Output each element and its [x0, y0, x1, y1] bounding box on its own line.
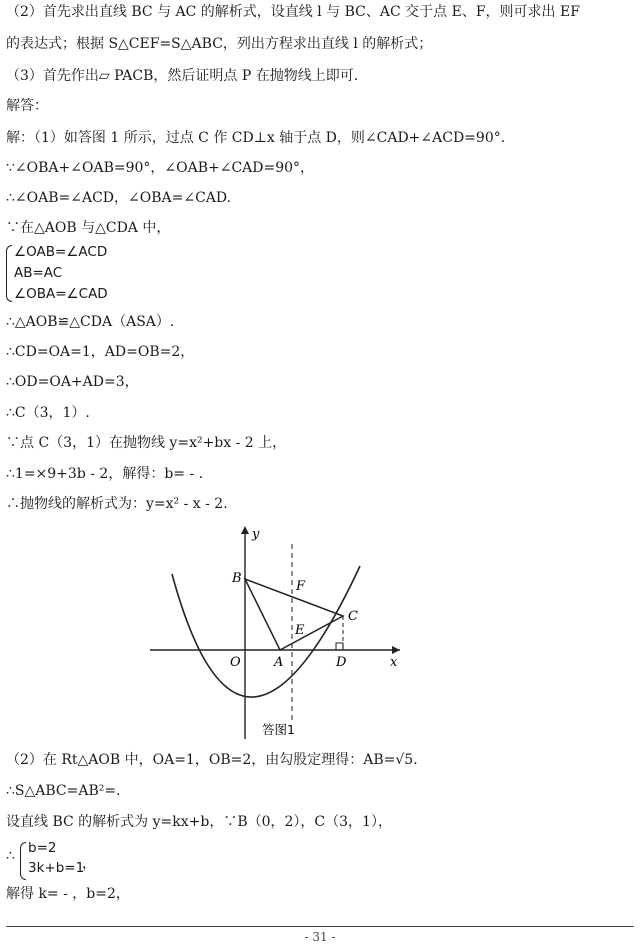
text-line: 解答：: [6, 98, 48, 114]
text-line: ∴OD=OA+AD=3，: [6, 374, 139, 390]
text-line: ∴S△ABC=AB²=.: [6, 783, 121, 799]
label-e: E: [295, 623, 305, 638]
left-brace: [6, 245, 12, 302]
y-axis-arrow-icon: [241, 526, 249, 534]
text-line: 设直线 BC 的解析式为 y=kx+b，∵B（0，2），C（3，1），: [6, 814, 392, 830]
equation-line: ∠OBA=∠CAD: [14, 286, 108, 302]
geometry-figure: [150, 524, 410, 744]
text-line: （2）首先求出直线 BC 与 AC 的解析式，设直线 l 与 BC、AC 交于点 E、F，则可求出 EF: [6, 4, 580, 20]
label-f: F: [296, 579, 306, 594]
parabola-curve: [172, 566, 360, 697]
equation-suffix: ，: [82, 856, 96, 872]
right-angle-mark: [336, 643, 343, 650]
therefore-symbol: ∴: [6, 848, 15, 864]
text-line: ∴1=×9+3b - 2，解得：b= - .: [6, 466, 204, 482]
text-line: （2）在 Rt△AOB 中，OA=1，OB=2，由勾股定理得：AB=√5.: [6, 752, 418, 768]
text-line: ∴△AOB≌△CDA（ASA）.: [6, 314, 175, 330]
label-x-axis: x: [390, 655, 398, 670]
text-line: 解：（1）如答图 1 所示，过点 C 作 CD⊥x 轴于点 D，则∠CAD+∠ACD=90°.: [6, 130, 506, 146]
left-brace: [20, 842, 26, 880]
text-line: ∵∠OBA+∠OAB=90°，∠OAB+∠CAD=90°，: [6, 160, 315, 176]
text-line: ∴CD=OA=1，AD=OB=2，: [6, 344, 195, 360]
label-a: A: [274, 655, 284, 670]
x-axis-arrow-icon: [392, 646, 400, 654]
text-line: 的表达式；根据 S△CEF=S△ABC，列出方程求出直线 l 的解析式；: [6, 36, 433, 52]
footer-divider: [6, 926, 634, 927]
equation-line: 3k+b=1: [28, 860, 85, 876]
text-line: ∵在△AOB 与△CDA 中，: [6, 220, 171, 236]
triangle-abc: [245, 579, 343, 650]
text-line: ∴抛物线的解析式为：y=x² - x - 2.: [6, 496, 228, 512]
label-b: B: [232, 571, 242, 586]
figure-caption: 答图1: [262, 722, 295, 737]
equation-line: ∠OAB=∠ACD: [14, 244, 108, 260]
label-o: O: [230, 655, 241, 670]
text-line: ∵点 C（3，1）在抛物线 y=x²+bx - 2 上，: [6, 435, 287, 451]
equation-line: b=2: [28, 840, 57, 856]
label-c: C: [348, 609, 358, 624]
page-number: - 31 -: [304, 930, 336, 944]
equation-line: AB=AC: [14, 265, 63, 281]
text-line: （3）首先作出▱ PACB，然后证明点 P 在抛物线上即可.: [6, 68, 359, 84]
text-line: 解得 k= - ，b=2，: [6, 886, 130, 902]
label-d: D: [336, 655, 347, 670]
label-y-axis: y: [252, 527, 260, 542]
text-line: ∴∠OAB=∠ACD，∠OBA=∠CAD.: [6, 190, 232, 206]
text-line: ∴C（3，1）.: [6, 405, 90, 421]
